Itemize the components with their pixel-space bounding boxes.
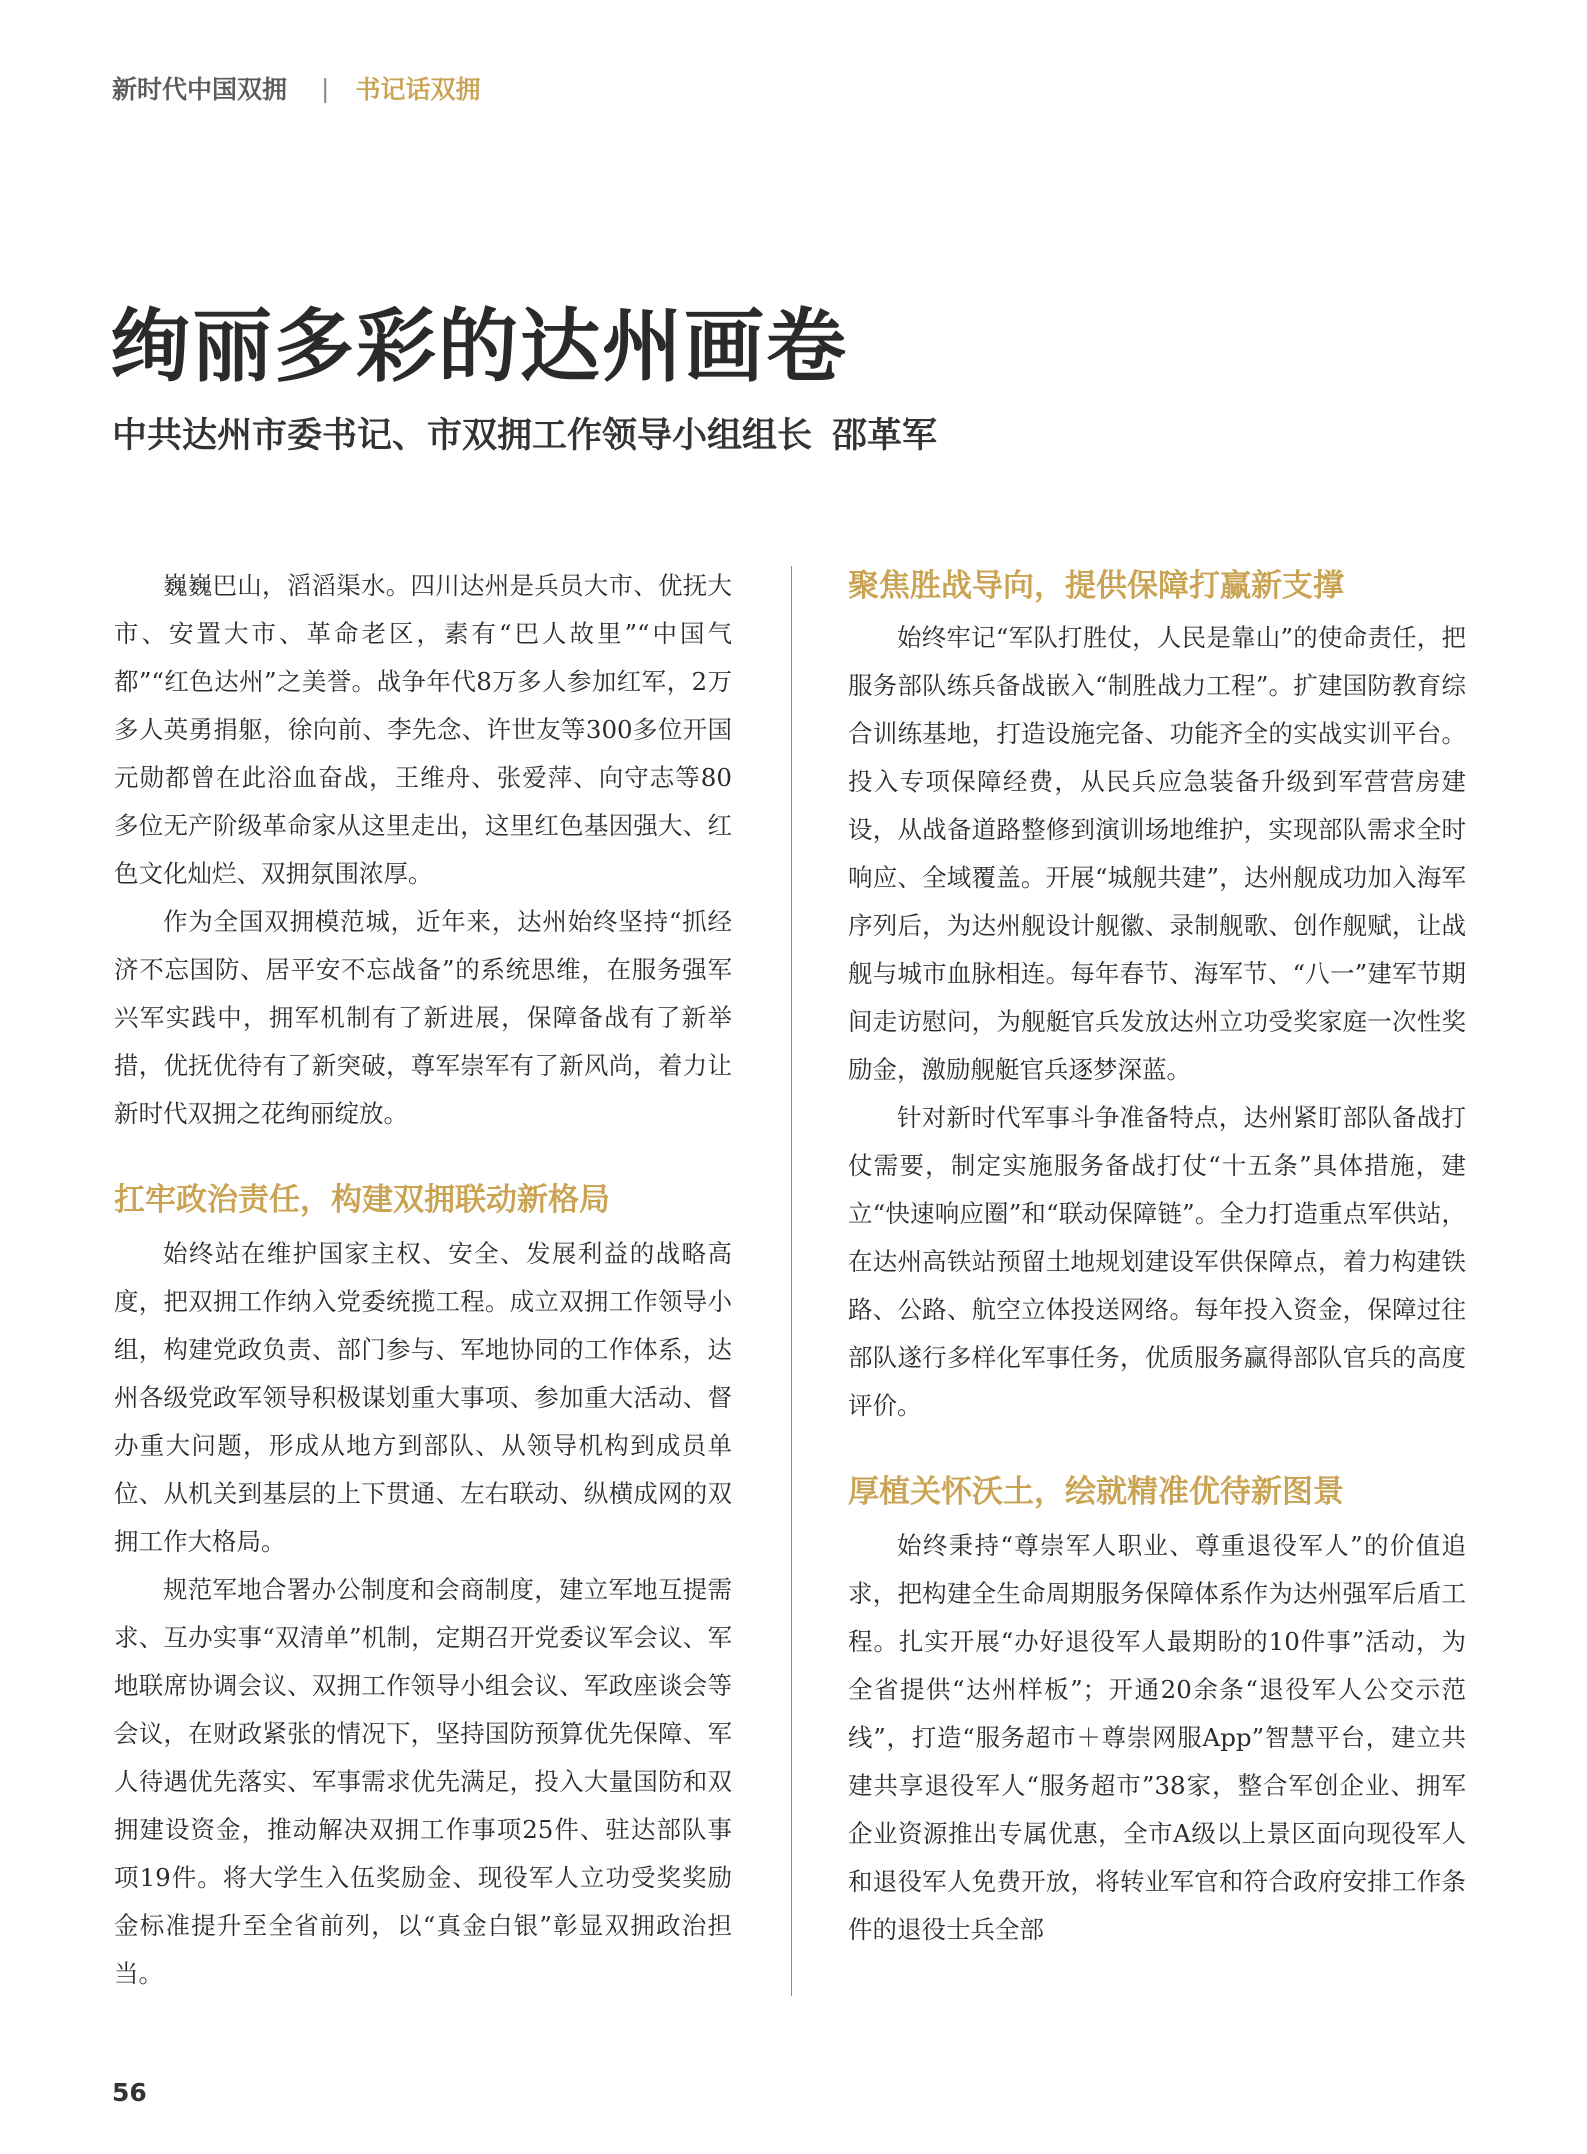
paragraph-combat-1: 始终牢记“军队打胜仗，人民是靠山”的使命责任，把服务部队练兵备战嵌入“制胜战力工程”。扩建国防教育综合训练基地，打造设施完备、功能齐全的实战实训平台。投入专项保障经费，从民兵应急装备升级到军营营房建设，从战备道路整修到演训场地维护，实现部队需求全时响应、全域覆盖。开展“城舰共建”，达州舰成功加入海军序列后，为达州舰设计舰徽、录制舰歌、创作舰赋，让战舰与城市血脉相连。每年春节、海军节、“八一”建军节期间走访慰问，为舰艇官兵发放达州立功受奖家庭一次性奖励金，激励舰艇官兵逐梦深蓝。 — [848, 623, 1466, 1084]
section-heading-care: 厚植关怀沃土，绘就精准优待新图景 — [848, 1474, 1344, 1510]
article-title: 绚丽多彩的达州画卷 — [110, 299, 848, 393]
header-subsection: 书记话双拥 — [355, 75, 481, 104]
paragraph-combat-2: 针对新时代军事斗争准备特点，达州紧盯部队备战打仗需要，制定实施服务备战打仗“十五条”具体措施，建立“快速响应圈”和“联动保障链”。全力打造重点军供站，在达州高铁站预留土地规划建设军供保障点，着力构建铁路、公路、航空立体投送网络。每年投入资金，保障过往部队遂行多样化军事任务，优质服务赢得部队官兵的高度评价。 — [848, 1103, 1466, 1420]
paragraph-political-1: 始终站在维护国家主权、安全、发展利益的战略高度，把双拥工作纳入党委统揽工程。成立双拥工作领导小组，构建党政负责、部门参与、军地协同的工作体系，达州各级党政军领导积极谋划重大事项、参加重大活动、督办重大问题，形成从地方到部队、从领导机构到成员单位、从机关到基层的上下贯通、左右联动、纵横成网的双拥工作大格局。 — [114, 1239, 732, 1556]
byline-role: 中共达州市委书记、市双拥工作领导小组组长 — [112, 416, 813, 456]
paragraph-care-1: 始终秉持“尊崇军人职业、尊重退役军人”的价值追求，把构建全生命周期服务保障体系作为达州强军后盾工程。扎实开展“办好退役军人最期盼的10件事”活动，为全省提供“达州样板”；开通20余条“退役军人公交示范线”，打造“服务超市＋尊崇网服App”智慧平台，建立共建共享退役军人“服务超市”38家，整合军创企业、拥军企业资源推出专属优惠，全市A级以上景区面向现役军人和退役军人免费开放，将转业军官和符合政府安排工作条件的退役士兵全部 — [848, 1531, 1466, 1944]
byline-name: 邵革军 — [832, 416, 938, 456]
left-column — [114, 562, 732, 1998]
paragraph-model-city: 作为全国双拥模范城，近年来，达州始终坚持“抓经济不忘国防、居平安不忘战备”的系统思维，在服务强军兴军实践中，拥军机制有了新进展，保障备战有了新举措，优抚优待有了新突破，尊军崇军有了新风尚，着力让新时代双拥之花绚丽绽放。 — [114, 907, 732, 1128]
column-divider — [791, 566, 792, 1996]
right-column — [848, 562, 1466, 1954]
section-heading-political: 扛牢政治责任，构建双拥联动新格局 — [114, 1182, 610, 1218]
header-separator: | — [321, 73, 330, 103]
byline — [112, 408, 937, 458]
section-heading-combat: 聚焦胜战导向，提供保障打赢新支撑 — [848, 568, 1344, 604]
running-header — [112, 70, 480, 106]
paragraph-political-2: 规范军地合署办公制度和会商制度，建立军地互提需求、互办实事“双清单”机制，定期召开党委议军会议、军地联席协调会议、双拥工作领导小组会议、军政座谈会等会议，在财政紧张的情况下，坚持国防预算优先保障、军人待遇优先落实、军事需求优先满足，投入大量国防和双拥建设资金，推动解决双拥工作事项25件、驻达部队事项19件。将大学生入伍奖励金、现役军人立功受奖奖励金标准提升至全省前列，以“真金白银”彰显双拥政治担当。 — [114, 1575, 732, 1988]
page-number: 56 — [112, 2078, 147, 2107]
header-section: 新时代中国双拥 — [112, 75, 288, 104]
paragraph-intro: 巍巍巴山，滔滔渠水。四川达州是兵员大市、优抚大市、安置大市、革命老区，素有“巴人故里”“中国气都”“红色达州”之美誉。战争年代8万多人参加红军，2万多人英勇捐躯，徐向前、李先念、许世友等300多位开国元勋都曾在此浴血奋战，王维舟、张爱萍、向守志等80多位无产阶级革命家从这里走出，这里红色基因强大、红色文化灿烂、双拥氛围浓厚。 — [114, 571, 732, 888]
